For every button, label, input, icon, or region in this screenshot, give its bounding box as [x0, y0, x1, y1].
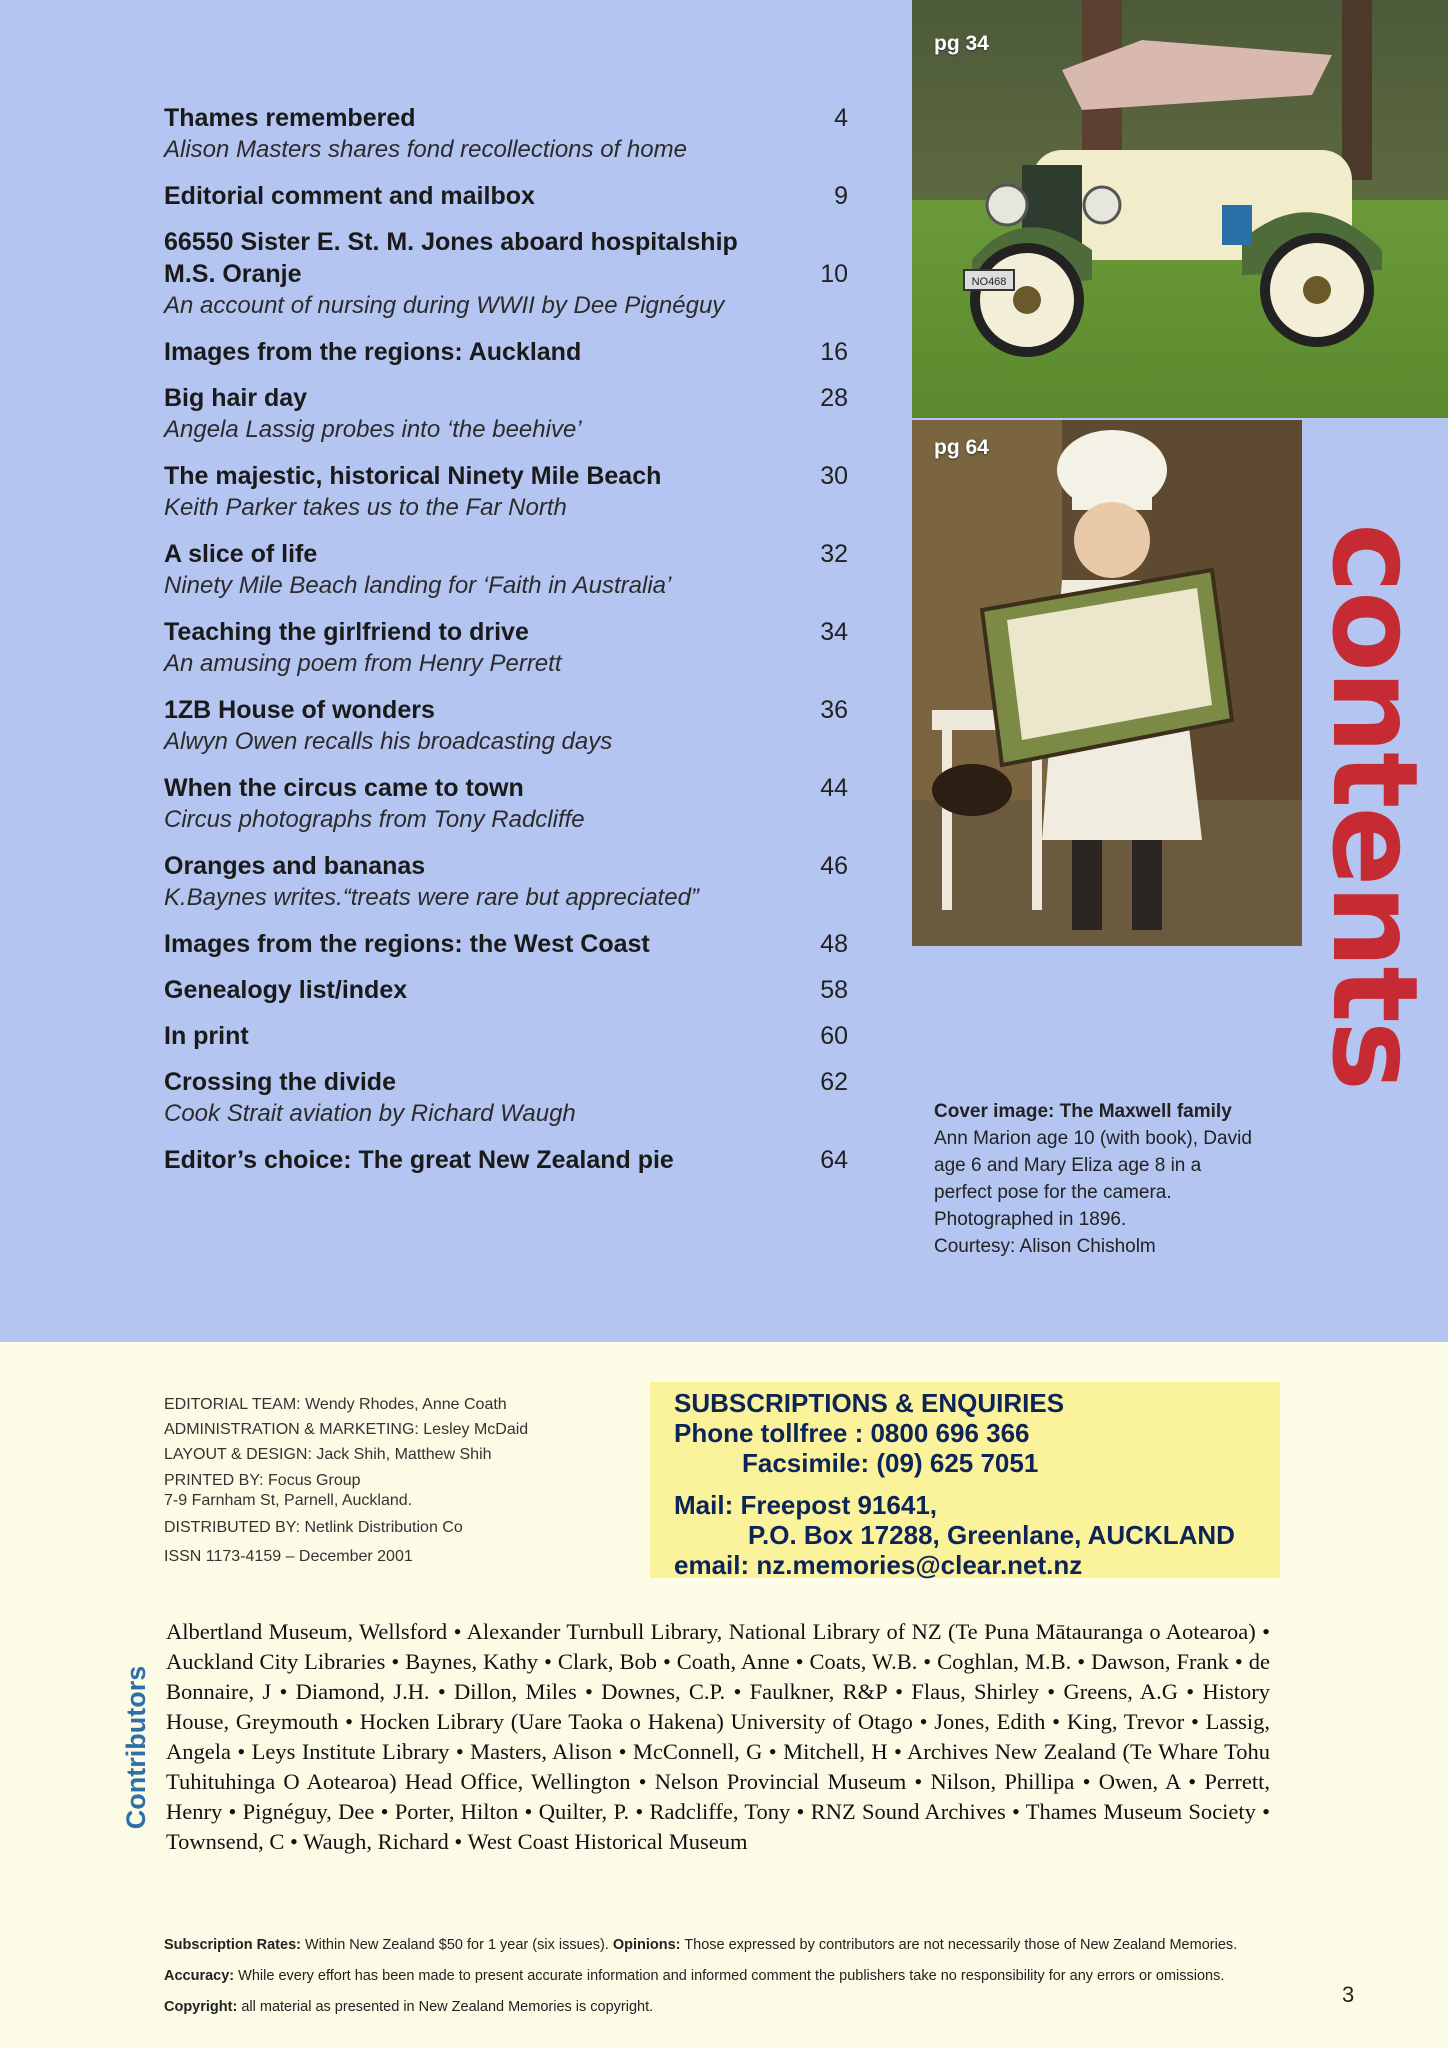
toc-entry[interactable]	[164, 180, 848, 212]
toc-entry[interactable]	[164, 974, 848, 1006]
toc-entry-title: 1ZB House of wonders	[164, 696, 435, 724]
toc-entry-subtitle: An account of nursing during WWII by Dee Pignéguy	[164, 292, 725, 319]
toc-entry[interactable]	[164, 772, 848, 836]
cover-caption-line: perfect pose for the camera.	[934, 1182, 1172, 1203]
section-title	[1306, 522, 1445, 1090]
toc-entry[interactable]	[164, 102, 848, 166]
car-photo	[912, 0, 1448, 418]
boy-baker-image	[912, 420, 1302, 946]
toc-entry[interactable]	[164, 538, 848, 602]
toc-entry[interactable]	[164, 382, 848, 446]
toc-entry[interactable]	[164, 1066, 848, 1130]
toc-entry-page: 4	[834, 104, 848, 132]
toc-entry-title: Teaching the girlfriend to drive	[164, 618, 529, 646]
footer-accuracy-text: While every effort has been made to present accurate information and informed comment the publishers take no responsibility for any errors or omissions.	[234, 1968, 1225, 1984]
toc-entry-page: 16	[820, 338, 848, 366]
toc-entry-title: When the circus came to town	[164, 774, 524, 802]
subscriptions-box	[650, 1382, 1280, 1578]
toc-entry-subtitle: Angela Lassig probes into ‘the beehive’	[164, 416, 582, 443]
toc-entry-page: 32	[820, 540, 848, 568]
toc-entry-page: 44	[820, 774, 848, 802]
toc-entry-title: 66550 Sister E. St. M. Jones aboard hospitalship M.S. Oranje	[164, 228, 738, 288]
cover-caption	[934, 1098, 1314, 1260]
car-photo-page-label: pg 34	[934, 32, 989, 55]
credit-line: ISSN 1173-4159 – December 2001	[164, 1548, 413, 1565]
toc-entry-page: 28	[820, 384, 848, 412]
page-number: 3	[1342, 1982, 1355, 2007]
credit-line: EDITORIAL TEAM: Wendy Rhodes, Anne Coath	[164, 1396, 507, 1413]
footer-opinions-label: Opinions:	[612, 1937, 681, 1953]
cover-caption-heading: Cover image: The Maxwell family	[934, 1101, 1232, 1122]
toc-entry-title: A slice of life	[164, 540, 318, 568]
toc-entry-title: Genealogy list/index	[164, 976, 408, 1004]
toc-entry-page: 30	[820, 462, 848, 490]
footer-sub-label: Subscription Rates:	[164, 1937, 301, 1953]
toc-entry-page: 46	[820, 852, 848, 880]
subscriptions-address: P.O. Box 17288, Greenlane, AUCKLAND	[748, 1520, 1235, 1550]
toc-entry-page: 62	[820, 1068, 848, 1096]
footer-opinions-text: Those expressed by contributors are not necessarily those of New Zealand Memories.	[680, 1937, 1238, 1953]
toc-entry-subtitle: K.Baynes writes.“treats were rare but appreciated”	[164, 884, 699, 911]
toc-entry[interactable]	[164, 850, 848, 914]
editorial-credits	[164, 1392, 634, 1569]
credit-line: ADMINISTRATION & MARKETING: Lesley McDaid	[164, 1421, 529, 1438]
toc-entry-subtitle: Ninety Mile Beach landing for ‘Faith in Australia’	[164, 572, 672, 599]
toc-entry-page: 64	[820, 1146, 848, 1174]
toc-entry-title: Big hair day	[164, 384, 308, 412]
toc-entry-title: Crossing the divide	[164, 1068, 396, 1096]
toc-entry[interactable]	[164, 1020, 848, 1052]
subscriptions-heading: SUBSCRIPTIONS & ENQUIRIES	[674, 1388, 1065, 1418]
contributors-label	[112, 1618, 162, 1876]
toc-entry[interactable]	[164, 336, 848, 368]
cover-caption-line: age 6 and Mary Eliza age 8 in a	[934, 1155, 1202, 1176]
credit-line: 7-9 Farnham St, Parnell, Auckland.	[164, 1492, 413, 1509]
footer-copyright-label: Copyright:	[164, 1999, 238, 2015]
subscriptions-email[interactable]: email: nz.memories@clear.net.nz	[674, 1550, 1083, 1580]
toc-entry[interactable]	[164, 460, 848, 524]
toc-entry-subtitle: Keith Parker takes us to the Far North	[164, 494, 567, 521]
vintage-car-image	[912, 0, 1448, 418]
toc-entry-title: Editor’s choice: The great New Zealand pie	[164, 1146, 674, 1174]
toc-entry-subtitle: An amusing poem from Henry Perrett	[164, 650, 562, 677]
cover-caption-line: Ann Marion age 10 (with book), David	[934, 1128, 1252, 1149]
toc-entry-page: 10	[820, 260, 848, 288]
footer-sub-text: Within New Zealand $50 for 1 year (six issues).	[300, 1937, 613, 1953]
toc-entry-subtitle: Alwyn Owen recalls his broadcasting days	[164, 728, 613, 755]
toc-entry-title: Thames remembered	[164, 104, 416, 132]
section-title-text: contents	[1306, 522, 1445, 1090]
contributors-list: Albertland Museum, Wellsford • Alexander Turnbull Library, National Library of NZ (Te Puna Mātauranga o Aotearoa) • Auckland City Libraries • Baynes, Kathy • Clark, Bob • Coath, Anne • Coats, W.B. • Coghlan, M.B. • Dawson, Frank • de Bonnaire, J • Diamond, J.H. • Dillon, Miles • Downes, C.P. • Faulkner, R&P • Flaus, Shirley • Greens, A.G • History House, Greymouth • Hocken Library (Uare Taoka o Hakena) University of Otago • Jones, Edith • King, Trevor • Lassig, Angela • Leys Institute Library • Masters, Alison • McConnell, G • Mitchell, H • Archives New Zealand (Te Whare Tohu Tuhituhinga O Aotearoa) Head Office, Wellington • Nelson Provincial Museum • Nilson, Phillipa • Owen, A • Perrett, Henry • Pignéguy, Dee • Porter, Hilton • Quilter, P. • Radcliffe, Tony • RNZ Sound Archives • Thames Museum Society • Townsend, C • Waugh, Richard • West Coast Historical Museum	[166, 1619, 1270, 1854]
toc-entry-subtitle: Circus photographs from Tony Radcliffe	[164, 806, 585, 833]
license-plate: NO468	[971, 276, 1007, 288]
toc-entry[interactable]	[164, 1144, 848, 1176]
boy-photo	[912, 420, 1302, 946]
toc-entry-page: 34	[820, 618, 848, 646]
subscriptions-fax: Facsimile: (09) 625 7051	[742, 1448, 1039, 1478]
subscriptions-phone[interactable]: Phone tollfree : 0800 696 366	[674, 1418, 1030, 1448]
toc-entry-title: Images from the regions: Auckland	[164, 338, 582, 366]
subscriptions-mail: Mail: Freepost 91641,	[674, 1490, 937, 1520]
contributors-label-text: Contributors	[121, 1665, 152, 1829]
toc-entry-title: Images from the regions: the West Coast	[164, 930, 650, 958]
toc-entry-page: 48	[820, 930, 848, 958]
table-of-contents	[164, 102, 848, 1190]
toc-entry-subtitle: Alison Masters shares fond recollections of home	[164, 136, 687, 163]
footer-accuracy-label: Accuracy:	[164, 1968, 235, 1984]
toc-entry-page: 60	[820, 1022, 848, 1050]
toc-entry-title: In print	[164, 1022, 249, 1050]
toc-entry-page: 36	[820, 696, 848, 724]
toc-entry-page: 58	[820, 976, 848, 1004]
toc-entry-title: The majestic, historical Ninety Mile Beach	[164, 462, 662, 490]
toc-entry[interactable]	[164, 928, 848, 960]
toc-entry[interactable]	[164, 616, 848, 680]
credit-line: DISTRIBUTED BY: Netlink Distribution Co	[164, 1519, 463, 1536]
footer-copyright-text: all material as presented in New Zealand Memories is copyright.	[237, 1999, 654, 2015]
toc-entry-title: Editorial comment and mailbox	[164, 182, 535, 210]
credit-line: LAYOUT & DESIGN: Jack Shih, Matthew Shih	[164, 1446, 492, 1463]
toc-entry-page: 9	[834, 182, 848, 210]
toc-entry[interactable]	[164, 694, 848, 758]
toc-entry-subtitle: Cook Strait aviation by Richard Waugh	[164, 1100, 576, 1127]
toc-entry-title: Oranges and bananas	[164, 852, 426, 880]
cover-caption-line: Courtesy: Alison Chisholm	[934, 1236, 1156, 1257]
credit-line: PRINTED BY: Focus Group	[164, 1472, 361, 1489]
boy-photo-page-label: pg 64	[934, 436, 989, 459]
cover-caption-line: Photographed in 1896.	[934, 1209, 1127, 1230]
toc-entry[interactable]	[164, 226, 848, 322]
footer-notice	[164, 1930, 1274, 2023]
